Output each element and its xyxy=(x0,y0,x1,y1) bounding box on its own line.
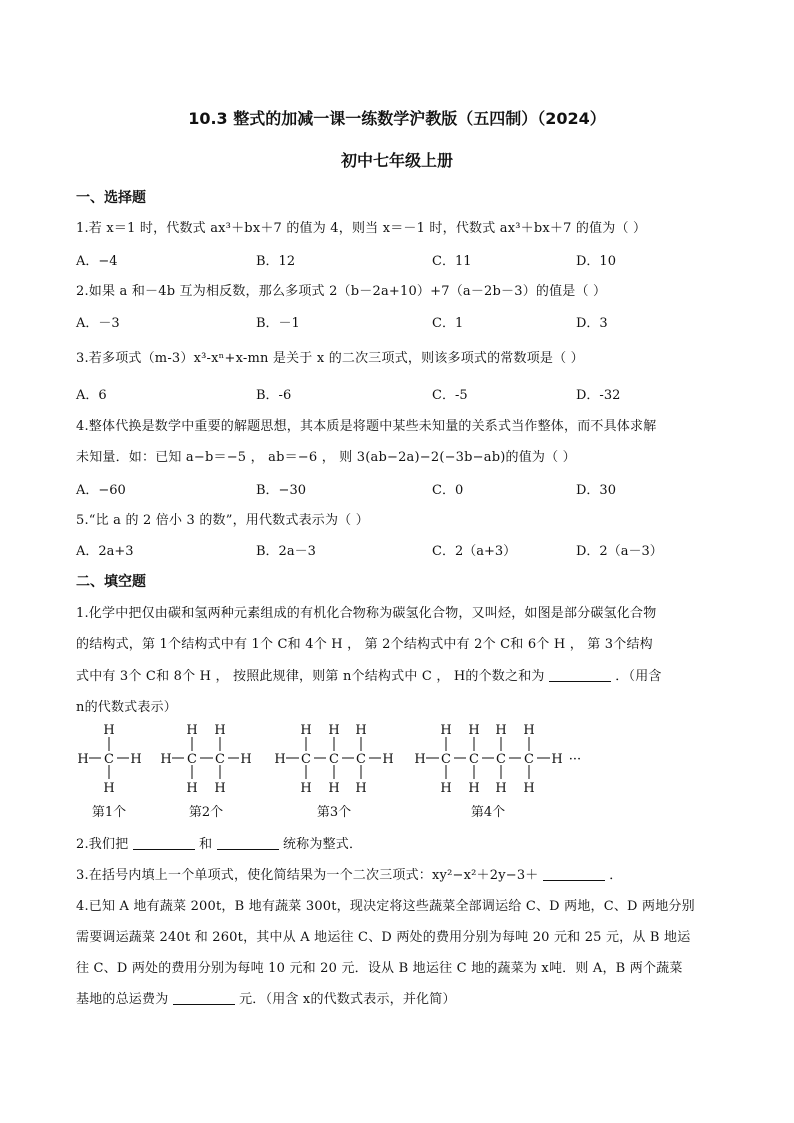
option-d: D．30 xyxy=(576,483,616,498)
atom-h: H xyxy=(300,723,312,738)
question-4-options xyxy=(76,479,736,497)
atom-h: H xyxy=(214,723,226,738)
fill-1-line-3 xyxy=(76,665,662,684)
atom-c: C xyxy=(301,752,311,767)
option-c: C．-5 xyxy=(432,388,468,403)
option-d: D．3 xyxy=(576,316,608,331)
answer-blank[interactable] xyxy=(217,836,279,850)
fill-2-text-c: 统称为整式． xyxy=(282,837,363,852)
atom-c: C xyxy=(187,752,197,767)
question-2-stem: 2.如果 a 和－4b 互为相反数，那么多项式 2（b－2a+10）+7（a－2b－3）的值是（ ） xyxy=(76,284,607,299)
atom-c: C xyxy=(329,752,339,767)
fill-2 xyxy=(76,833,362,852)
atom-c: C xyxy=(496,752,506,767)
fill-1-line-4: n的代数式表示） xyxy=(76,700,177,715)
atom-h: H xyxy=(103,723,115,738)
fill-4-line-1: 4.已知 A 地有蔬菜 200t，B 地有蔬菜 300t，现决定将这些蔬菜全部调运给 C、D 两地，C、D 两地分别 xyxy=(76,899,695,914)
atom-c: C xyxy=(356,752,366,767)
atom-h: H xyxy=(551,752,563,767)
question-4-stem-line-1: 4.整体代换是数学中重要的解题思想，其本质是将题中某些未知量的关系式当作整体，而不具体求解 xyxy=(76,419,657,434)
fill-1-text-before-blank: 式中有 3个 C和 8个 H ， 按照此规律，则第 n个结构式中 C ， H的个数之和为 xyxy=(76,669,545,684)
option-b: B．－1 xyxy=(256,316,300,331)
answer-blank[interactable] xyxy=(549,668,611,682)
figure-label-2: 第2个 xyxy=(188,805,224,820)
atom-h: H xyxy=(440,723,452,738)
option-d: D．2（a－3） xyxy=(576,544,663,559)
fill-2-text-a: 2.我们把 xyxy=(76,837,129,852)
page-subtitle: 初中七年级上册 xyxy=(340,151,453,170)
option-a: A．−60 xyxy=(76,483,126,498)
atom-c: C xyxy=(441,752,451,767)
atom-c: C xyxy=(524,752,534,767)
question-5-stem: 5.“比 a 的 2 倍小 3 的数”，用代数式表示为（ ） xyxy=(76,513,369,528)
figure-label-4: 第4个 xyxy=(470,805,506,820)
fill-4-text-before-blank: 基地的总运费为 xyxy=(76,992,169,1007)
atom-h: H xyxy=(186,781,198,796)
option-c: C．0 xyxy=(432,483,464,498)
atom-h: H xyxy=(103,781,115,796)
atom-h: H xyxy=(382,752,394,767)
atom-h: H xyxy=(240,752,252,767)
atom-h: H xyxy=(495,781,507,796)
answer-blank[interactable] xyxy=(133,836,195,850)
atom-c: C xyxy=(469,752,479,767)
option-a: A．2a+3 xyxy=(76,544,134,559)
atom-c: C xyxy=(104,752,114,767)
question-3-stem: 3.若多项式（m-3）x³-xⁿ+x-mn 是关于 x 的二次三项式，则该多项式的常数项是（ ） xyxy=(76,351,584,366)
atom-h: H xyxy=(414,752,426,767)
page-title: 10.3 整式的加减一课一练数学沪教版（五四制）（2024） xyxy=(188,109,606,128)
question-3-options xyxy=(76,384,736,402)
atom-h: H xyxy=(328,781,340,796)
option-b: B．2a－3 xyxy=(256,544,316,559)
option-b: B．-6 xyxy=(256,388,292,403)
atom-h: H xyxy=(495,723,507,738)
option-a: A．－3 xyxy=(76,316,120,331)
answer-blank[interactable] xyxy=(543,867,605,881)
atom-h: H xyxy=(523,723,535,738)
option-b: B．−30 xyxy=(256,483,306,498)
atom-h: H xyxy=(355,723,367,738)
figure-label-3: 第3个 xyxy=(316,805,352,820)
atom-h: H xyxy=(523,781,535,796)
atom-h: H xyxy=(468,781,480,796)
question-5-options xyxy=(76,540,736,558)
fill-4-line-4 xyxy=(76,988,456,1007)
atom-h: H xyxy=(468,723,480,738)
section-heading-fill: 二、填空题 xyxy=(76,574,146,590)
atom-h: H xyxy=(77,752,89,767)
fill-3 xyxy=(76,864,622,883)
fill-2-text-b: 和 xyxy=(199,837,213,852)
question-4-stem-line-2: 未知量．如：已知 a−b＝−5 ， ab＝−6 ， 则 3(ab−2a)−2(−3b−ab)的值为（ ） xyxy=(76,450,576,465)
option-d: D．-32 xyxy=(576,388,621,403)
atom-h: H xyxy=(355,781,367,796)
fill-1-line-2: 的结构式，第 1个结构式中有 1个 C和 4个 H ， 第 2个结构式中有 2个 C和 6个 H ， 第 3个结构 xyxy=(76,637,653,652)
atom-h: H xyxy=(328,723,340,738)
fill-4-line-3: 往 C、D 两处的费用分别为每吨 10 元和 20 元．设从 B 地运往 C 地的蔬菜为 x吨．则 A，B 两个蔬菜 xyxy=(76,961,683,976)
fill-1-text-after-blank: ．（用含 xyxy=(615,669,662,684)
fill-4-line-2: 需要调运蔬菜 240t 和 260t，其中从 A 地运往 C、D 两处的费用分别为每吨 20 元和 25 元，从 B 地运 xyxy=(76,930,691,945)
figure-label-1: 第1个 xyxy=(91,805,127,820)
option-c: C．11 xyxy=(432,254,472,269)
atom-h: H xyxy=(130,752,142,767)
question-1-stem: 1.若 x＝1 时，代数式 ax³＋bx＋7 的值为 4，则当 x＝－1 时，代数式 ax³＋bx＋7 的值为（ ） xyxy=(76,221,647,236)
atom-h: H xyxy=(186,723,198,738)
option-a: A．6 xyxy=(76,388,107,403)
atom-h: H xyxy=(440,781,452,796)
ellipsis: ··· xyxy=(568,752,582,767)
atom-h: H xyxy=(160,752,172,767)
question-1-options xyxy=(76,250,736,268)
option-a: A．−4 xyxy=(76,254,118,269)
option-d: D．10 xyxy=(576,254,616,269)
option-c: C．2（a+3） xyxy=(432,544,517,559)
atom-h: H xyxy=(300,781,312,796)
fill-1-line-1: 1.化学中把仅由碳和氢两种元素组成的有机化合物称为碳氢化合物，又叫烃，如图是部分碳氢化合物 xyxy=(76,606,657,621)
fill-3-text-a: 3.在括号内填上一个单项式，使化简结果为一个二次三项式：xy²−x²＋2y−3＋ xyxy=(76,868,539,883)
option-c: C．1 xyxy=(432,316,464,331)
question-2-options xyxy=(76,312,736,330)
atom-h: H xyxy=(214,781,226,796)
atom-h: H xyxy=(274,752,286,767)
answer-blank[interactable] xyxy=(173,991,235,1005)
option-b: B．12 xyxy=(256,254,296,269)
section-heading-choice: 一、选择题 xyxy=(76,190,146,206)
atom-c: C xyxy=(215,752,225,767)
fill-4-text-after-blank: 元．（用含 x的代数式表示，并化简） xyxy=(239,992,456,1007)
fill-3-text-b: ． xyxy=(609,868,623,883)
hydrocarbon-structures-figure xyxy=(70,718,630,824)
